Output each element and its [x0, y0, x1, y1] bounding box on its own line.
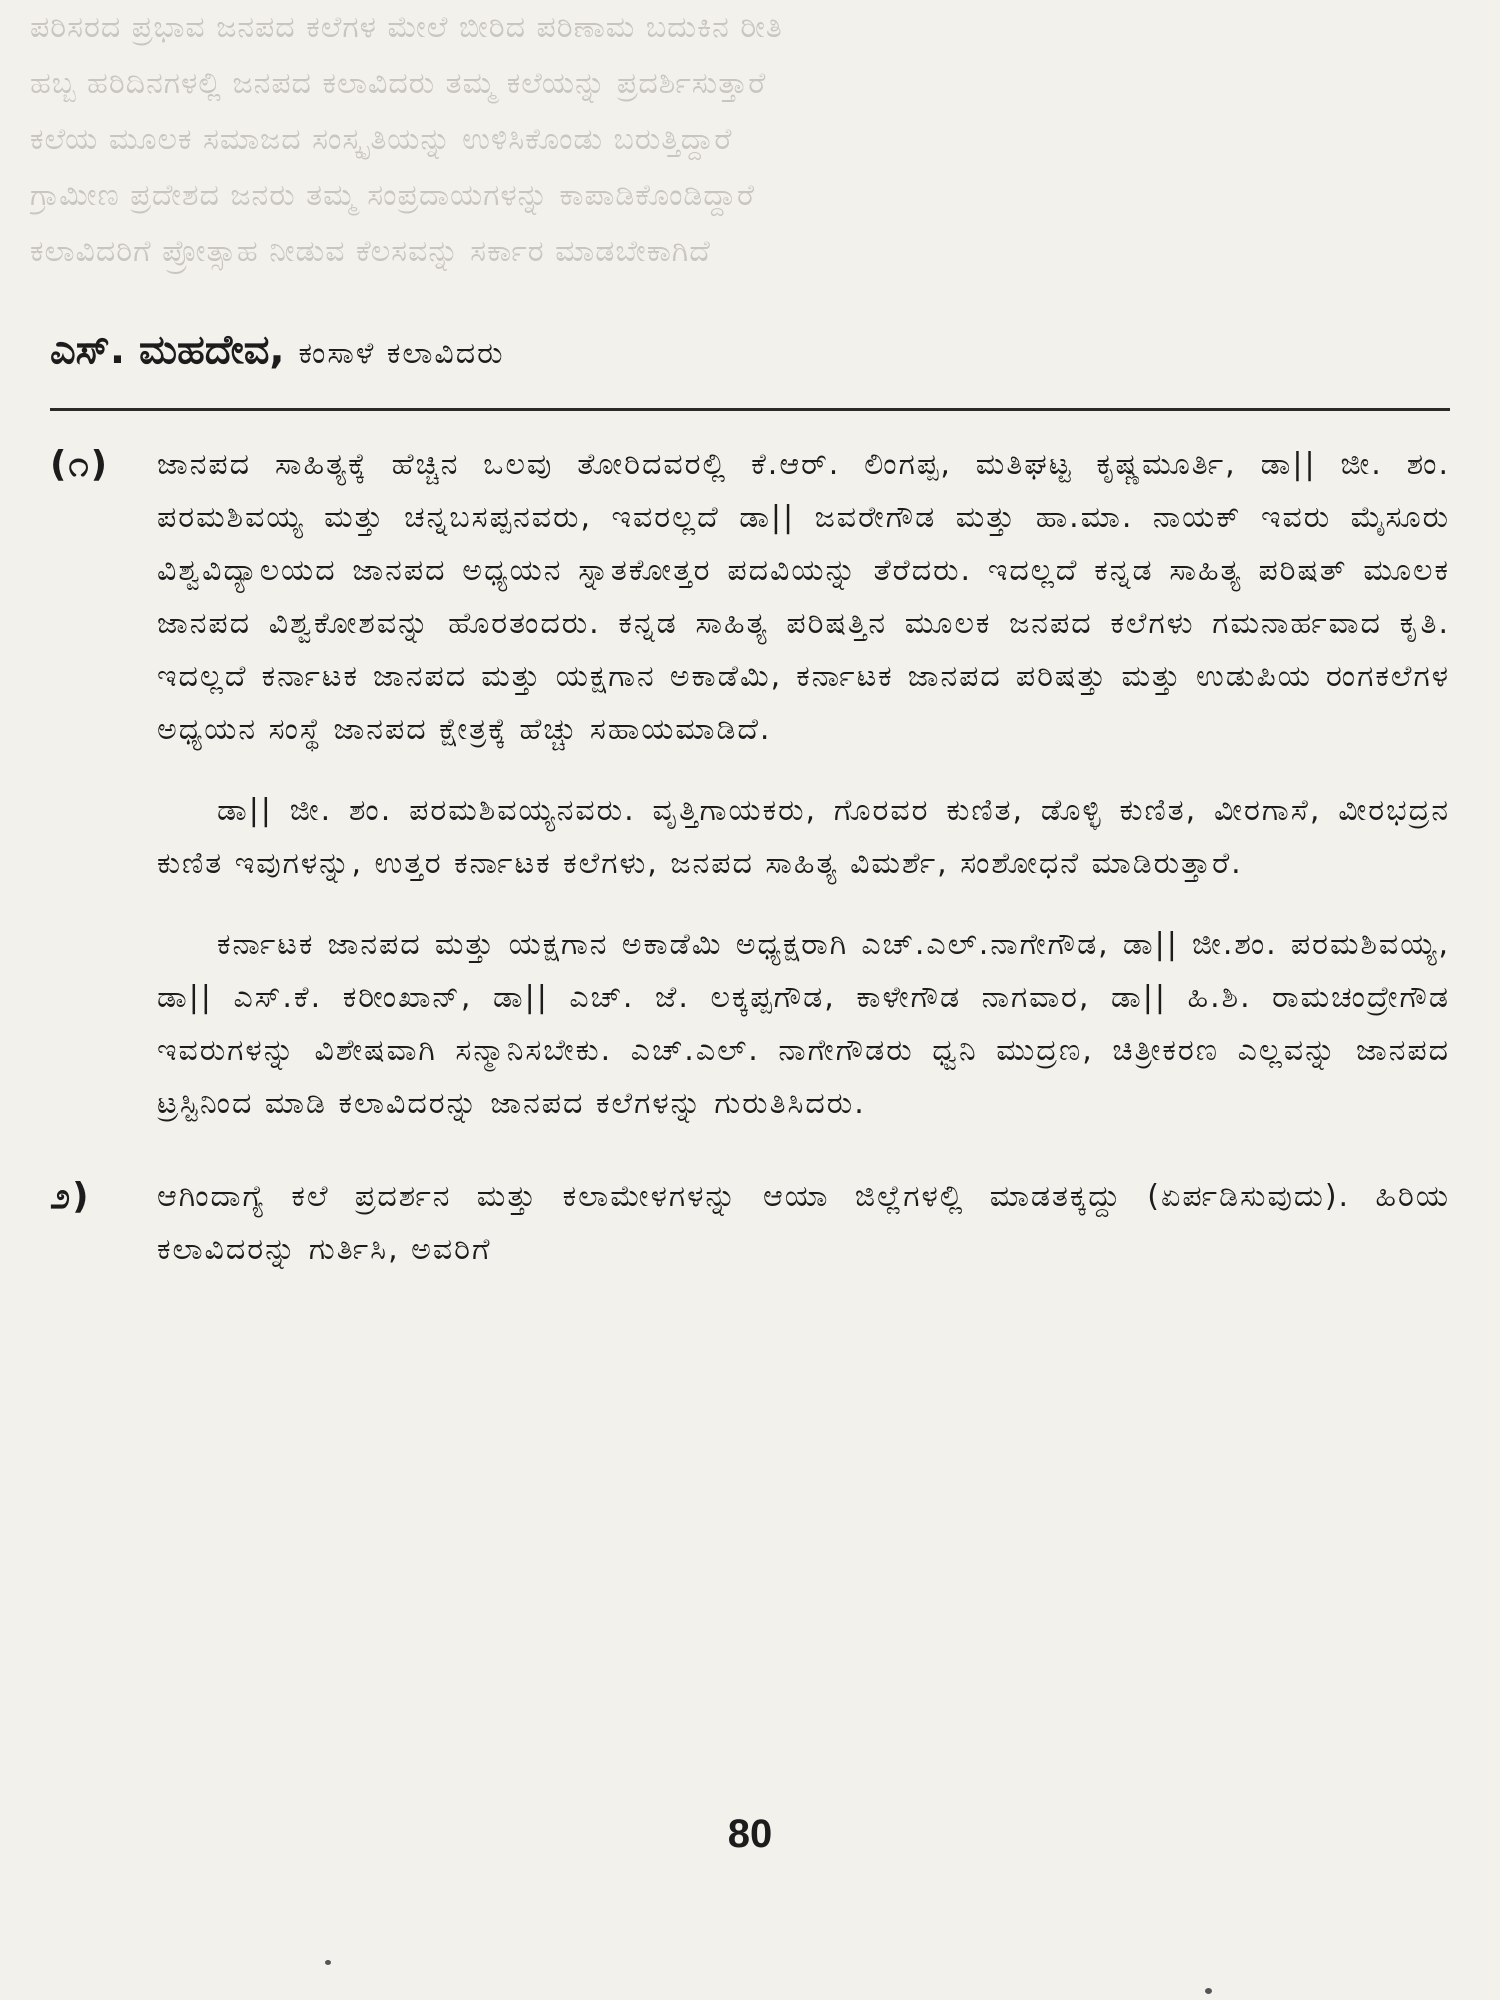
- bleed-line: ಕಲಾವಿದರಿಗೆ ಪ್ರೋತ್ಸಾಹ ನೀಡುವ ಕೆಲಸವನ್ನು ಸರ್ಕಾರ ಮಾಡಬೇಕಾಗಿದೆ: [30, 234, 711, 269]
- list-item: [50, 438, 1450, 756]
- item-text: ಜಾನಪದ ಸಾಹಿತ್ಯಕ್ಕೆ ಹೆಚ್ಚಿನ ಒಲವು ತೋರಿದವರಲ್ಲಿ ಕೆ.ಆರ್. ಲಿಂಗಪ್ಪ, ಮತಿಘಟ್ಟ ಕೃಷ್ಣಮೂರ್ತಿ, ಡಾ|| ಜೀ. ಶಂ. ಪರಮಶಿವಯ್ಯ ಮತ್ತು ಚನ್ನಬಸಪ್ಪನವರು, ಇವರಲ್ಲದೆ ಡಾ|| ಜವರೇಗೌಡ ಮತ್ತು ಹಾ.ಮಾ. ನಾಯಕ್ ಇವರು ಮೈಸೂರು ವಿಶ್ವವಿದ್ಯಾಲಯದ ಜಾನಪದ ಅಧ್ಯಯನ ಸ್ನಾತಕೋತ್ತರ ಪದವಿಯನ್ನು ತೆರೆದರು. ಇದಲ್ಲದೆ ಕನ್ನಡ ಸಾಹಿತ್ಯ ಪರಿಷತ್ ಮೂಲಕ ಜಾನಪದ ವಿಶ್ವಕೋಶವನ್ನು ಹೊರತಂದರು. ಕನ್ನಡ ಸಾಹಿತ್ಯ ಪರಿಷತ್ತಿನ ಮೂಲಕ ಜನಪದ ಕಲೆಗಳು ಗಮನಾರ್ಹವಾದ ಕೃತಿ. ಇದಲ್ಲದೆ ಕರ್ನಾಟಕ ಜಾನಪದ ಮತ್ತು ಯಕ್ಷಗಾನ ಅಕಾಡೆಮಿ, ಕರ್ನಾಟಕ ಜಾನಪದ ಪರಿಷತ್ತು ಮತ್ತು ಉಡುಪಿಯ ರಂಗಕಲೆಗಳ ಅಧ್ಯಯನ ಸಂಸ್ಥೆ ಜಾನಪದ ಕ್ಷೇತ್ರಕ್ಕೆ ಹೆಚ್ಚು ಸಹಾಯಮಾಡಿದೆ.: [157, 447, 1450, 747]
- scan-speck: [325, 1960, 331, 1965]
- bleed-line: ಹಬ್ಬ ಹರಿದಿನಗಳಲ್ಲಿ ಜನಪದ ಕಲಾವಿದರು ತಮ್ಮ ಕಲೆಯನ್ನು ಪ್ರದರ್ಶಿಸುತ್ತಾರೆ: [30, 66, 767, 101]
- author-role: ಕಂಸಾಳೆ ಕಲಾವಿದರು: [298, 336, 505, 371]
- bleed-line: ಗ್ರಾಮೀಣ ಪ್ರದೇಶದ ಜನರು ತಮ್ಮ ಸಂಪ್ರದಾಯಗಳನ್ನು ಕಾಪಾಡಿಕೊಂಡಿದ್ದಾರೆ: [30, 178, 756, 213]
- bleed-line: ಪರಿಸರದ ಪ್ರಭಾವ ಜನಪದ ಕಲೆಗಳ ಮೇಲೆ ಬೀರಿದ ಪರಿಣಾಮ ಬದುಕಿನ ರೀತಿ: [30, 10, 783, 45]
- continuation-block: [50, 784, 1450, 1130]
- page-number: 80: [727, 1812, 773, 1856]
- item-number: ೨): [50, 1176, 91, 1217]
- header-divider: [50, 408, 1450, 411]
- item-number: (೧): [50, 444, 110, 485]
- list-item: [50, 1170, 1450, 1276]
- author-name: ಎಸ್. ಮಹದೇವ,: [50, 327, 285, 373]
- scan-speck: [1205, 1988, 1212, 1994]
- paragraph: ಡಾ|| ಜೀ. ಶಂ. ಪರಮಶಿವಯ್ಯನವರು. ವೃತ್ತಿಗಾಯಕರು, ಗೊರವರ ಕುಣಿತ, ಡೊಳ್ಳಿ ಕುಣಿತ, ವೀರಗಾಸೆ, ವೀರಭದ್ರನ ಕುಣಿತ ಇವುಗಳನ್ನು, ಉತ್ತರ ಕರ್ನಾಟಕ ಕಲೆಗಳು, ಜನಪದ ಸಾಹಿತ್ಯ ವಿಮರ್ಶೆ, ಸಂಶೋಧನೆ ಮಾಡಿರುತ್ತಾರೆ.: [157, 793, 1450, 881]
- page-content: [50, 438, 1450, 1276]
- bleed-line: ಕಲೆಯ ಮೂಲಕ ಸಮಾಜದ ಸಂಸ್ಕೃತಿಯನ್ನು ಉಳಿಸಿಕೊಂಡು ಬರುತ್ತಿದ್ದಾರೆ: [30, 122, 733, 157]
- section-header: [50, 322, 1450, 382]
- paragraph: ಕರ್ನಾಟಕ ಜಾನಪದ ಮತ್ತು ಯಕ್ಷಗಾನ ಅಕಾಡೆಮಿ ಅಧ್ಯಕ್ಷರಾಗಿ ಎಚ್.ಎಲ್.ನಾಗೇಗೌಡ, ಡಾ|| ಜೀ.ಶಂ. ಪರಮಶಿವಯ್ಯ, ಡಾ|| ಎಸ್.ಕೆ. ಕರೀಂಖಾನ್, ಡಾ|| ಎಚ್. ಜೆ. ಲಕ್ಕಪ್ಪಗೌಡ, ಕಾಳೇಗೌಡ ನಾಗವಾರ, ಡಾ|| ಹಿ.ಶಿ. ರಾಮಚಂದ್ರೇಗೌಡ ಇವರುಗಳನ್ನು ವಿಶೇಷವಾಗಿ ಸನ್ಮಾನಿಸಬೇಕು. ಎಚ್.ಎಲ್. ನಾಗೇಗೌಡರು ಧ್ವನಿ ಮುದ್ರಣ, ಚಿತ್ರೀಕರಣ ಎಲ್ಲವನ್ನು ಜಾನಪದ ಟ್ರಸ್ಟಿನಿಂದ ಮಾಡಿ ಕಲಾವಿದರನ್ನು ಜಾನಪದ ಕಲೆಗಳನ್ನು ಗುರುತಿಸಿದರು.: [157, 927, 1450, 1121]
- item-text: ಆಗಿಂದಾಗ್ಯೆ ಕಲೆ ಪ್ರದರ್ಶನ ಮತ್ತು ಕಲಾಮೇಳಗಳನ್ನು ಆಯಾ ಜಿಲ್ಲೆಗಳಲ್ಲಿ ಮಾಡತಕ್ಕದ್ದು (ಏರ್ಪಡಿಸುವುದು). ಹಿರಿಯ ಕಲಾವಿದರನ್ನು ಗುರ್ತಿಸಿ, ಅವರಿಗೆ: [157, 1179, 1450, 1267]
